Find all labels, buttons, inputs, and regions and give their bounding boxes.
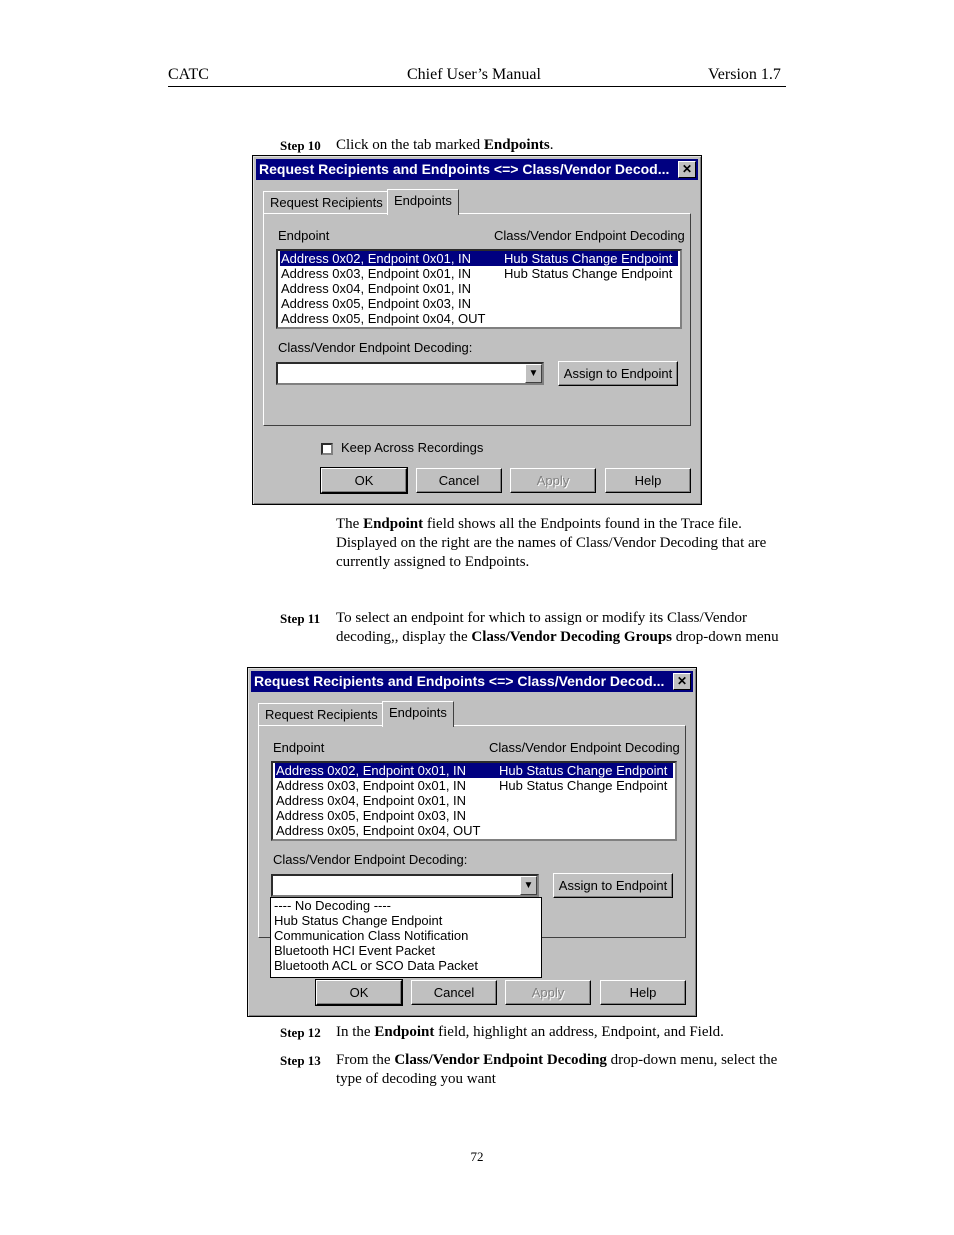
step-10-label: Step 10	[280, 138, 321, 153]
decoding-combo[interactable]	[271, 874, 539, 897]
assign-to-endpoint-button[interactable]: Assign to Endpoint	[558, 361, 678, 386]
step-11-label: Step 11	[280, 611, 321, 626]
step-11-text: To select an endpoint for which to assign or modify its Class/Vendor decoding,, display the Class/Vendor Decoding Groups drop-down menu	[336, 610, 779, 645]
dropdown-option[interactable]: Hub Status Change Endpoint	[274, 913, 443, 928]
decoding-column-label: Class/Vendor Endpoint Decoding	[494, 228, 685, 243]
decoding-column-label: Class/Vendor Endpoint Decoding	[489, 740, 680, 755]
keep-across-recordings-label: Keep Across Recordings	[341, 440, 484, 455]
header-version: Version 1.7	[708, 66, 781, 83]
list-item[interactable]: Address 0x05, Endpoint 0x04, OUT	[281, 311, 486, 326]
help-button[interactable]: Help	[600, 980, 686, 1005]
endpoint-list[interactable]	[271, 761, 677, 841]
decoding-combo[interactable]	[276, 362, 544, 385]
step-13-text: From the Class/Vendor Endpoint Decoding drop-down menu, select the type of decoding you want	[336, 1052, 778, 1087]
step-13-label: Step 13	[280, 1053, 321, 1068]
combo-label: Class/Vendor Endpoint Decoding:	[273, 852, 468, 867]
apply-button[interactable]: Apply	[505, 980, 591, 1005]
dropdown-option[interactable]: Communication Class Notification	[274, 928, 469, 943]
help-button[interactable]: Help	[605, 468, 691, 493]
cancel-button[interactable]: Cancel	[416, 468, 502, 493]
dialog-titlebar: Request Recipients and Endpoints <=> Class/Vendor Decod... ✕	[251, 671, 693, 692]
step-10-description: The Endpoint field shows all the Endpoints found in the Trace file. Displayed on the right are the names of Class/Vendor Decoding that are currently assigned to Endpoints.	[336, 516, 767, 570]
list-item[interactable]: Address 0x02, Endpoint 0x01, IN Hub Status Change Endpoint	[280, 251, 678, 266]
assign-to-endpoint-button[interactable]: Assign to Endpoint	[553, 873, 673, 898]
endpoint-column-label: Endpoint	[273, 740, 325, 755]
dropdown-option[interactable]: Bluetooth HCI Event Packet	[274, 943, 436, 958]
tab-endpoints[interactable]: Endpoints	[382, 701, 454, 727]
dropdown-option[interactable]: Bluetooth ACL or SCO Data Packet	[274, 958, 479, 973]
header-title: Chief User’s Manual	[407, 66, 541, 83]
list-item[interactable]: Address 0x05, Endpoint 0x03, IN	[281, 296, 472, 311]
combo-label: Class/Vendor Endpoint Decoding:	[278, 340, 473, 355]
chevron-down-icon[interactable]: ▼	[520, 876, 537, 895]
step-10-text: Click on the tab marked Endpoints.	[336, 137, 554, 153]
endpoint-list[interactable]	[276, 249, 682, 329]
keep-across-recordings-checkbox[interactable]	[321, 443, 333, 455]
list-item[interactable]: Address 0x03, Endpoint 0x01, IN Hub Status Change Endpoint	[276, 778, 668, 793]
dialog-1	[252, 155, 702, 505]
cancel-button[interactable]: Cancel	[411, 980, 497, 1005]
tab-request-recipients[interactable]: Request Recipients	[258, 703, 385, 727]
ok-button[interactable]: OK	[316, 980, 402, 1005]
list-item[interactable]: Address 0x04, Endpoint 0x01, IN	[276, 793, 467, 808]
tab-request-recipients[interactable]: Request Recipients	[263, 191, 390, 215]
list-item[interactable]: Address 0x02, Endpoint 0x01, IN Hub Status Change Endpoint	[275, 763, 673, 778]
tab-endpoints[interactable]: Endpoints	[387, 189, 459, 215]
dialog-titlebar: Request Recipients and Endpoints <=> Class/Vendor Decod... ✕	[256, 159, 698, 180]
ok-button[interactable]: OK	[321, 468, 407, 493]
page-number: 72	[470, 1149, 484, 1164]
dialog-2	[247, 667, 697, 1017]
chevron-down-icon[interactable]: ▼	[525, 364, 542, 383]
endpoints-panel	[263, 213, 691, 426]
list-item[interactable]: Address 0x04, Endpoint 0x01, IN	[281, 281, 472, 296]
header-left: CATC	[168, 66, 209, 83]
step-12-label: Step 12	[280, 1025, 321, 1040]
close-icon[interactable]: ✕	[673, 673, 691, 690]
list-item[interactable]: Address 0x05, Endpoint 0x04, OUT	[276, 823, 481, 838]
step-12-text: In the Endpoint field, highlight an address, Endpoint, and Field.	[336, 1024, 724, 1040]
list-item[interactable]: Address 0x05, Endpoint 0x03, IN	[276, 808, 467, 823]
decoding-dropdown-list[interactable]	[270, 897, 542, 978]
close-icon[interactable]: ✕	[678, 161, 696, 178]
list-item[interactable]: Address 0x03, Endpoint 0x01, IN Hub Status Change Endpoint	[281, 266, 673, 281]
apply-button[interactable]: Apply	[510, 468, 596, 493]
header-rule	[168, 86, 786, 87]
dropdown-option[interactable]: ---- No Decoding ----	[274, 898, 392, 913]
endpoint-column-label: Endpoint	[278, 228, 330, 243]
